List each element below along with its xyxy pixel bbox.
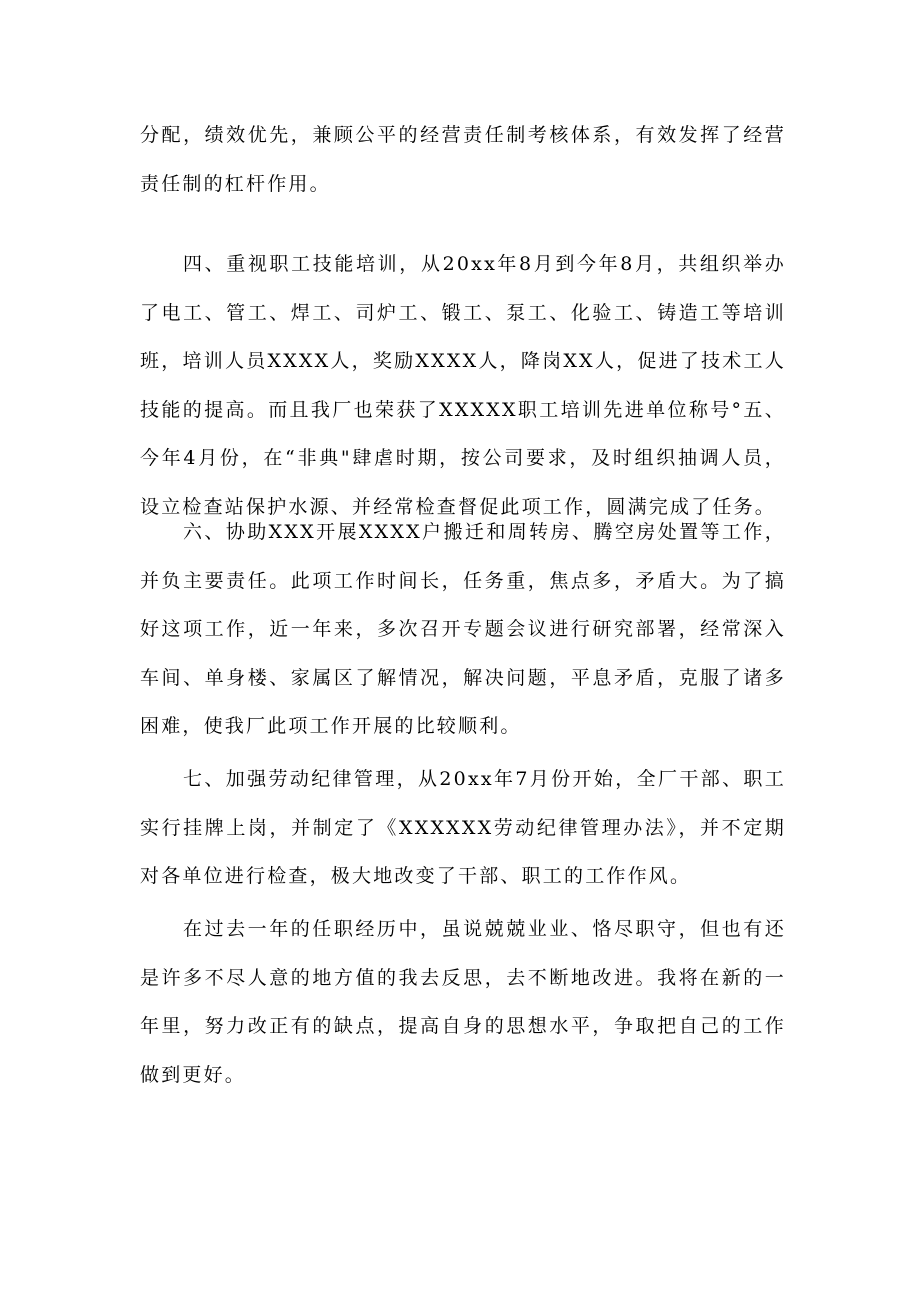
paragraph-conclusion: 在过去一年的任职经历中，虽说兢兢业业、恪尽职守，但也有还是许多不尽人意的地方值的我去反思，去不断地改进。我将在新的一年里，努力改正有的缺点，提高自身的思想水平，争取把自己的工作做到更好。	[140, 918, 786, 1086]
paragraph-skills-training: 四、重视职工技能培训，从20xx年8月到今年8月，共组织举办了电工、管工、焊工、司炉工、锻工、泵工、化验工、铸造工等培训班，培训人员XXXX人，奖励XXXX人，降岗XX人，促进了技术工人技能的提高。而且我厂也荣获了XXXXX职工培训先进单位称号°五、今年4月份，在“非典"肆虐时期，按公司要求，及时组织抽调人员，设立检查站保护水源、并经常检查督促此项工作，圆满完成了任务。	[140, 253, 786, 518]
paragraph-responsibility-system: 分配，绩效优先，兼顾公平的经营责任制考核体系，有效发挥了经营责任制的杠杆作用。	[140, 124, 786, 195]
paragraph-labor-discipline: 七、加强劳动纪律管理，从20xx年7月份开始，全厂干部、职工实行挂牌上岗，并制定了《XXXXXX劳动纪律管理办法》，并不定期对各单位进行检查，极大地改变了干部、职工的工作作风。	[140, 768, 786, 888]
paragraph-relocation-work: 六、协助XXX开展XXXX户搬迁和周转房、腾空房处置等工作，并负主要责任。此项工作时间长，任务重，焦点多，矛盾大。为了搞好这项工作，近一年来，多次召开专题会议进行研究部署，经常深入车间、单身楼、家属区了解情况，解决问题，平息矛盾，克服了诸多困难，使我厂此项工作开展的比较顺利。	[140, 521, 786, 738]
